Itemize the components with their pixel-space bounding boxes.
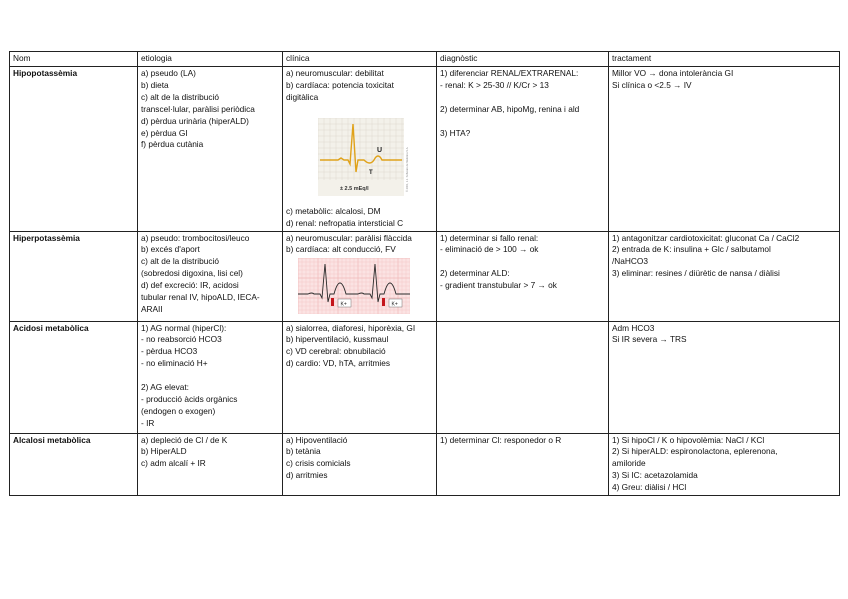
clinica-cell: [283, 67, 437, 232]
cell-line: d) cardio: VD, hTA, arritmies: [286, 358, 391, 369]
clinica-list-after: [286, 206, 433, 230]
clinica-cell: [283, 321, 437, 433]
cell-line: - pèrdua HCO3: [141, 346, 198, 357]
clinica-list: [286, 233, 433, 257]
table-row: [10, 231, 840, 321]
cell-line: b) excés d'aport: [141, 244, 200, 255]
cell-line: - no eliminació H+: [141, 358, 208, 369]
row-name-cell: [10, 231, 138, 321]
blank-line: [141, 370, 279, 382]
cell-line: c) crisis comicials: [286, 458, 351, 469]
cell-line: - IR: [141, 417, 155, 428]
document-page: [9, 51, 839, 496]
cell-line: d) renal: nefropatia intersticial C: [286, 217, 404, 228]
row-name: Hiperpotassèmia: [13, 232, 80, 243]
cell-line: a) sialorrea, diaforesi, hiporèxia, GI: [286, 322, 416, 333]
diagnostic-cell: [437, 231, 609, 321]
k-label: K+: [391, 301, 398, 308]
cell-line: (endogen o exogen): [141, 405, 216, 416]
hypokalemia-ecg-figure: [318, 118, 410, 196]
table-row: [10, 67, 840, 232]
cell-line: 2) entrada de K: insulina + Glc / salbutamol: [612, 244, 771, 255]
cell-line: digitàlica: [286, 91, 319, 102]
cell-line: c) metabòlic: alcalosi, DM: [286, 205, 381, 216]
cell-line: - no reabsorció HCO3: [141, 334, 222, 345]
cell-line: d) arritmies: [286, 470, 328, 481]
diagnostic-cell: [437, 321, 609, 433]
cell-line: c) alt de la distribució: [141, 256, 219, 267]
ecg-caption: ± 2.5 mEq/l: [340, 185, 369, 192]
cell-line: b) tetània: [286, 446, 321, 457]
blank-line: [440, 256, 605, 268]
cell-line: - gradient transtubular > 7 → ok: [440, 280, 557, 291]
diagnostic-cell: [437, 67, 609, 232]
ecg-grid-background: [318, 118, 404, 196]
clinica-cell: [283, 231, 437, 321]
table-header-row: [10, 52, 840, 67]
cell-line: 3) eliminar: resines / diürètic de nansa / diàlisi: [612, 268, 780, 279]
u-wave-label: U: [377, 146, 383, 154]
cell-line: a) depleció de Cl / de K: [141, 434, 228, 445]
cell-line: 2) Si hiperALD: espironolactona, eplerenona,: [612, 446, 778, 457]
cell-line: 1) antagonitzar cardiotoxicitat: gluconat Ca / CaCl2: [612, 232, 800, 243]
cell-line: (sobredosi digoxina, lisi cel): [141, 268, 243, 279]
row-name: Alcalosi metabòlica: [13, 434, 91, 445]
cell-line: 1) AG normal (hiperCl):: [141, 322, 227, 333]
tractament-cell: [609, 321, 840, 433]
cell-line: - producció àcids orgànics: [141, 393, 238, 404]
cell-line: 1) determinar Cl: responedor o R: [440, 434, 562, 445]
cell-line: - renal: K > 25-30 // K/Cr > 13: [440, 79, 549, 90]
etiologia-cell: [138, 231, 283, 321]
cell-line: f) pèrdua cutània: [141, 139, 204, 150]
clinica-list: [286, 68, 433, 104]
cell-line: a) neuromuscular: paràlisi flàccida: [286, 232, 412, 243]
t-wave-label: T: [369, 169, 373, 176]
cell-line: 3) Si IC: acetazolamida: [612, 470, 698, 481]
cell-line: a) Hipoventilació: [286, 434, 348, 445]
k-label: K+: [340, 301, 347, 308]
etiologia-cell: [138, 433, 283, 496]
tractament-cell: [609, 67, 840, 232]
cell-line: b) cardíaca: alt conducció, FV: [286, 244, 396, 255]
cell-line: b) cardíaca: potencia toxicitat: [286, 79, 394, 90]
cell-line: e) pèrdua GI: [141, 127, 188, 138]
header-tractament: tractament: [609, 52, 840, 67]
cell-line: c) VD cerebral: obnubilació: [286, 346, 386, 357]
cell-line: tubular renal IV, hipoALD, IECA-: [141, 292, 260, 303]
blank-line: [440, 92, 605, 104]
hyperkalemia-ecg-figure: [298, 258, 410, 314]
cell-line: 1) diferenciar RENAL/EXTRARENAL:: [440, 68, 579, 78]
potassium-marker: [331, 298, 334, 306]
cell-line: b) HiperALD: [141, 446, 187, 457]
copyright-text: © 2001, J.J. Software de Medicina S.A.: [406, 146, 409, 192]
table-row: [10, 321, 840, 433]
row-name-cell: [10, 321, 138, 433]
potassium-marker: [382, 298, 385, 306]
cell-line: b) dieta: [141, 79, 169, 90]
etiologia-cell: [138, 321, 283, 433]
cell-line: a) neuromuscular: debilitat: [286, 68, 384, 78]
row-name-cell: [10, 433, 138, 496]
cell-line: amiloride: [612, 458, 646, 469]
cell-line: 1) Si hipoCl / K o hipovolèmia: NaCl / KCl: [612, 434, 765, 445]
cell-line: d) def excreció: IR, acidosi: [141, 280, 239, 291]
cell-line: c) adm alcalí + IR: [141, 458, 206, 469]
cell-line: - eliminació de > 100 → ok: [440, 244, 539, 255]
cell-line: Millor VO → dona intolerància GI: [612, 68, 734, 78]
cell-line: /NaHCO3: [612, 256, 648, 267]
row-name: Acidosi metabòlica: [13, 322, 89, 333]
cell-line: Adm HCO3: [612, 322, 655, 333]
header-nom: Nom: [10, 52, 138, 67]
cell-line: d) pèrdua urinària (hiperALD): [141, 115, 249, 126]
cell-line: 2) determinar AB, hipoMg, renina i ald: [440, 103, 580, 114]
cell-line: a) pseudo: trombocitosi/leuco: [141, 232, 250, 243]
tractament-cell: [609, 231, 840, 321]
cell-line: 1) determinar si fallo renal:: [440, 232, 539, 243]
cell-line: 3) HTA?: [440, 127, 471, 138]
cell-line: 2) determinar ALD:: [440, 268, 510, 279]
cell-line: 2) AG elevat:: [141, 382, 189, 393]
header-diagnostic: diagnòstic: [437, 52, 609, 67]
row-name: Hipopotassèmia: [13, 68, 78, 78]
cell-line: ARAII: [141, 303, 163, 314]
cell-line: 4) Greu: diàlisi / HCl: [612, 482, 687, 493]
table-row: [10, 433, 840, 496]
cell-line: Si clínica o <2.5 → IV: [612, 79, 692, 90]
cell-line: Si IR severa → TRS: [612, 334, 687, 345]
etiologia-cell: [138, 67, 283, 232]
cell-line: c) alt de la distribució: [141, 91, 219, 102]
header-etiologia: etiologia: [138, 52, 283, 67]
electrolyte-table: [9, 51, 840, 496]
clinica-cell: [283, 433, 437, 496]
diagnostic-cell: [437, 433, 609, 496]
cell-line: transcel·lular, paràlisi periòdica: [141, 103, 255, 114]
tractament-cell: [609, 433, 840, 496]
cell-line: a) pseudo (LA): [141, 68, 196, 78]
header-clinica: clínica: [283, 52, 437, 67]
cell-line: b) hiperventilació, kussmaul: [286, 334, 389, 345]
blank-line: [440, 116, 605, 128]
row-name-cell: [10, 67, 138, 232]
